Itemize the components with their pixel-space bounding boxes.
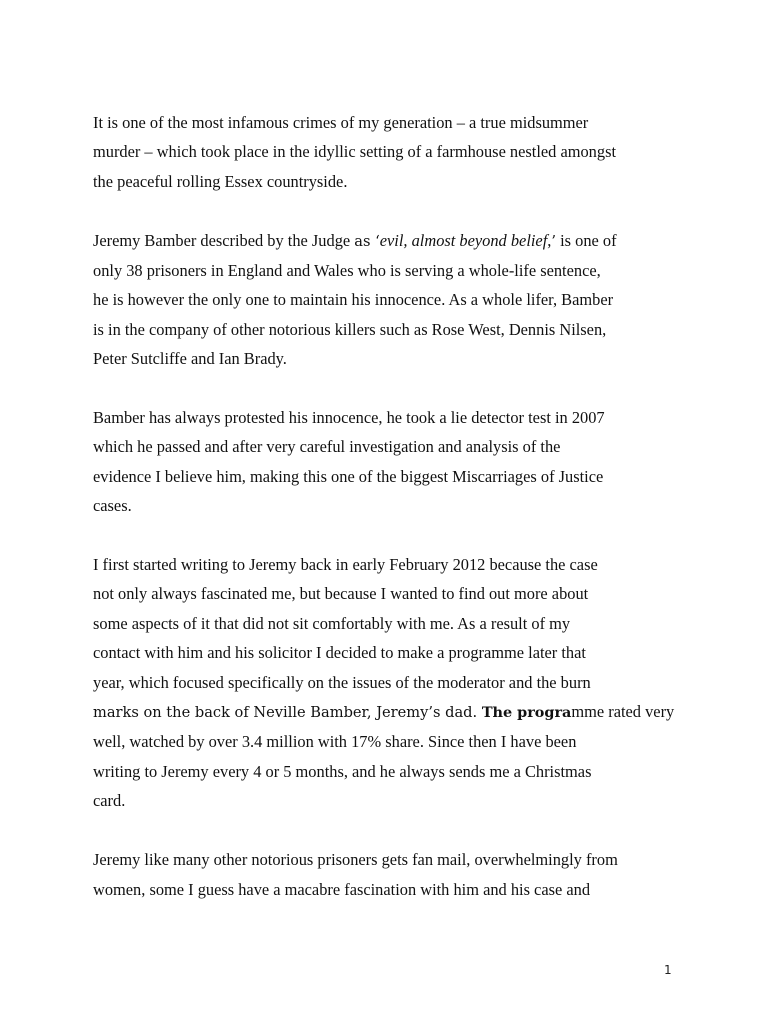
text-line: It is one of the most infamous crimes of my generation – a true midsummer xyxy=(93,113,589,132)
document-body xyxy=(93,108,683,933)
text-run: , xyxy=(547,230,552,250)
text-line: well, watched by over 3.4 million with 17% share. Since then I have been xyxy=(93,732,577,752)
text-line: card. xyxy=(93,791,126,811)
paragraph-3 xyxy=(93,403,683,521)
text-line: Peter Sutcliffe and Ian Brady. xyxy=(93,349,287,369)
text-line: is in the company of other notorious killers such as Rose West, Dennis Nilsen, xyxy=(93,319,607,339)
text-run-alt-font: . xyxy=(472,704,482,722)
paragraph-5 xyxy=(93,845,683,904)
text-line: not only always fascinated me, but because I wanted to find out more about xyxy=(93,584,589,604)
text-line: he is however the only one to maintain his innocence. As a whole lifer, Bamber xyxy=(93,290,614,310)
text-line: evidence I believe him, making this one of the biggest Miscarriages of Justice xyxy=(93,466,604,486)
text-line: contact with him and his solicitor I decided to make a programme later that xyxy=(93,643,586,663)
text-line: murder – which took place in the idyllic setting of a farmhouse nestled amongst xyxy=(93,142,617,162)
text-line: only 38 prisoners in England and Wales who is serving a whole-life sentence, xyxy=(93,261,601,281)
text-run-alt-font-bold: The progra xyxy=(481,704,572,722)
open-quote: ‘ xyxy=(375,232,380,250)
text-line: I first started writing to Jeremy back in early February 2012 because the case xyxy=(93,555,598,575)
text-line: writing to Jeremy every 4 or 5 months, and he always sends me a Christmas xyxy=(93,761,592,781)
text-run: is one of xyxy=(556,230,617,250)
text-line: which he passed and after very careful investigation and analysis of the xyxy=(93,437,561,457)
text-line xyxy=(93,226,683,256)
text-line: Bamber has always protested his innocence, he took a lie detector test in 2007 xyxy=(93,408,605,428)
text-run-alt-font: marks on the back of Neville Bamber, Jeremy’s dad xyxy=(93,704,473,722)
text-line: year, which focused specifically on the issues of the moderator and the burn xyxy=(93,672,591,692)
close-quote: ’ xyxy=(551,232,556,250)
text-line: Jeremy like many other notorious prisoners gets fan mail, overwhelmingly from xyxy=(93,850,618,870)
paragraph-4 xyxy=(93,550,683,816)
text-line: the peaceful rolling Essex countryside. xyxy=(93,171,348,191)
page-number: 1 xyxy=(664,963,672,977)
quotation-italic: evil, almost beyond belief xyxy=(379,230,548,250)
text-line: some aspects of it that did not sit comfortably with me. As a result of my xyxy=(93,613,571,633)
paragraph-2 xyxy=(93,226,683,374)
text-line: women, some I guess have a macabre fascination with him and his case and xyxy=(93,879,591,899)
text-line: cases. xyxy=(93,496,132,516)
text-run-alt-font: as xyxy=(354,232,376,250)
text-run: mme rated very xyxy=(571,702,675,722)
text-line xyxy=(93,697,683,727)
paragraph-1 xyxy=(93,108,683,196)
text-run: Jeremy Bamber described by the Judge xyxy=(93,230,355,250)
